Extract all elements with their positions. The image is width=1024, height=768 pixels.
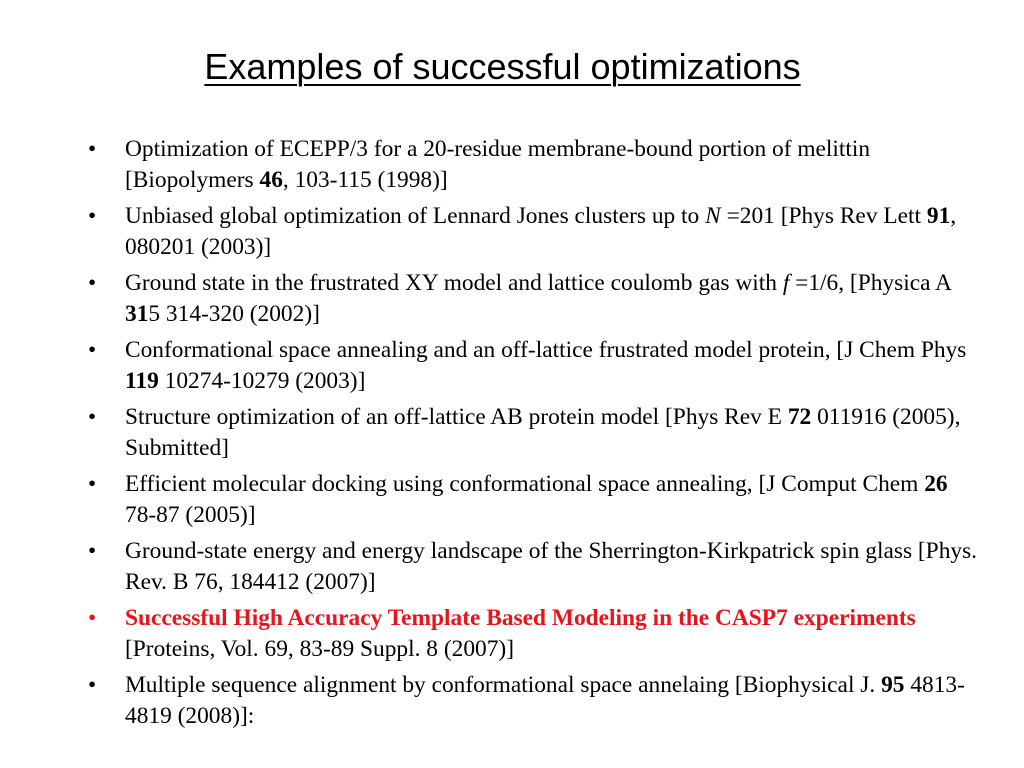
- volume-number: 95: [881, 672, 905, 698]
- item-text: Efficient molecular docking using conformational space annealing, [J Comput Chem: [125, 471, 925, 497]
- highlighted-text: Successful High Accuracy Template Based Modeling in the CASP7 experiments: [125, 605, 916, 631]
- item-text: =201 [Phys Rev Lett: [720, 203, 927, 229]
- bullet-list: [88, 134, 978, 737]
- item-text: Unbiased global optimization of Lennard Jones clusters up to: [125, 203, 706, 229]
- bullet-item-frustrated-protein: [88, 335, 978, 397]
- bullet-marker: •: [88, 203, 97, 229]
- bullet-item-casp7: [88, 603, 978, 665]
- bullet-marker: •: [88, 538, 97, 564]
- item-text: 5 314-320 (2002)]: [148, 301, 320, 327]
- volume-number: 26: [924, 471, 948, 497]
- bullet-item-sequence-alignment: [88, 670, 978, 732]
- item-text: Multiple sequence alignment by conformational space annelaing [Biophysical J.: [125, 672, 882, 698]
- italic-symbol: N: [705, 203, 721, 229]
- item-text: 78-87 (2005)]: [125, 502, 256, 528]
- item-text: , 080201 (2003)]: [125, 203, 957, 260]
- italic-symbol: f: [782, 270, 790, 296]
- bullet-marker: •: [88, 270, 97, 296]
- bullet-marker: •: [88, 471, 97, 497]
- item-text: Optimization of ECEPP/3 for a 20-residue membrane-bound portion of melittin [Biopolymers: [125, 136, 871, 193]
- bullet-item-spin-glass: [88, 536, 978, 598]
- item-text: 011916 (2005), Submitted]: [125, 404, 961, 461]
- bullet-marker: •: [88, 605, 97, 631]
- item-text: Structure optimization of an off-lattice AB protein model [Phys Rev E: [125, 404, 788, 430]
- slide-title: Examples of successful optimizations: [204, 46, 801, 87]
- item-text: =1/6, [Physica A: [789, 270, 951, 296]
- bullet-marker: •: [88, 136, 97, 162]
- item-text: Conformational space annealing and an off-lattice frustrated model protein, [J Chem Phys: [125, 337, 967, 363]
- item-text: [Proteins, Vol. 69, 83-89 Suppl. 8 (2007)]: [125, 636, 514, 662]
- bullet-item-xy-model: [88, 268, 978, 330]
- item-text: 10274-10279 (2003)]: [158, 368, 366, 394]
- item-text: Ground-state energy and energy landscape of the Sherrington-Kirkpatrick spin glass [Phys. Rev. B 76, 184412 (2007)]: [125, 538, 978, 595]
- bullet-item-lennard-jones: [88, 201, 978, 263]
- volume-number: 46: [259, 167, 283, 193]
- bullet-item-ab-protein: [88, 402, 978, 464]
- volume-number: 91: [926, 203, 951, 229]
- bullet-marker: •: [88, 337, 97, 363]
- volume-number: 72: [787, 404, 812, 430]
- item-text: , 103-115 (1998)]: [282, 167, 448, 193]
- volume-number: 119: [125, 368, 159, 394]
- item-text: 4813-4819 (2008)]:: [125, 672, 965, 729]
- bullet-marker: •: [88, 404, 97, 430]
- volume-number: 31: [125, 301, 149, 327]
- bullet-marker: •: [88, 672, 97, 698]
- item-text: Ground state in the frustrated XY model and lattice coulomb gas with: [125, 270, 783, 296]
- bullet-item-molecular-docking: [88, 469, 978, 531]
- bullet-item-ecepp: [88, 134, 978, 196]
